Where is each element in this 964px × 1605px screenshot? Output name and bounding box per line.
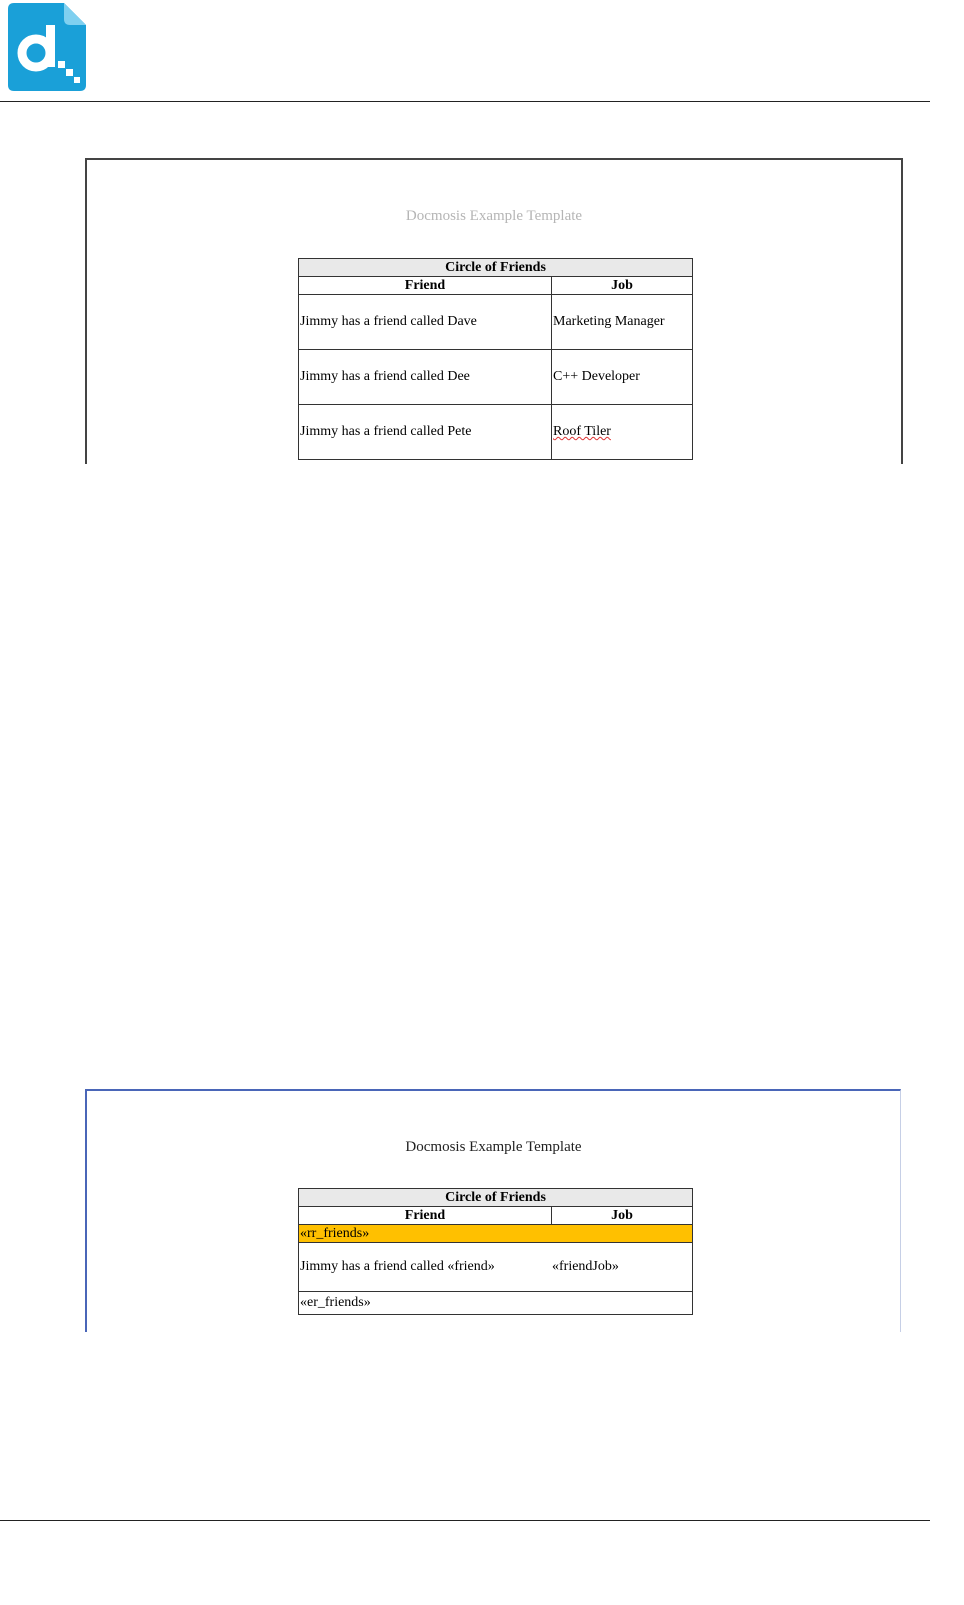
table-row	[299, 405, 693, 460]
column-header-job: Job	[552, 277, 693, 295]
job-cell: Marketing Manager	[552, 295, 693, 350]
friend-cell: Jimmy has a friend called Pete	[299, 405, 552, 460]
job-merge-field: «friendJob»	[552, 1259, 619, 1274]
table-row	[299, 350, 693, 405]
job-cell: C++ Developer	[552, 350, 693, 405]
job-cell-text: Roof Tiler	[553, 424, 611, 439]
output-document-screenshot	[85, 158, 903, 464]
column-header-friend: Friend	[299, 1207, 552, 1225]
job-cell	[552, 405, 693, 460]
template-document-screenshot	[85, 1089, 901, 1332]
docmosis-logo-icon	[8, 3, 86, 91]
repeat-start-field: «rr_friends»	[299, 1225, 693, 1243]
friend-cell: Jimmy has a friend called Dave	[299, 295, 552, 350]
friend-cell: Jimmy has a friend called Dee	[299, 350, 552, 405]
repeat-end-field: «er_friends»	[299, 1292, 693, 1315]
friends-table	[298, 258, 693, 460]
column-header-friend: Friend	[299, 277, 552, 295]
table-caption: Circle of Friends	[299, 259, 693, 277]
friend-merge-field: Jimmy has a friend called «friend»	[300, 1259, 495, 1274]
merge-fields-row	[299, 1243, 693, 1292]
table-row	[299, 295, 693, 350]
doc-title: Docmosis Example Template	[405, 1139, 582, 1155]
column-header-job: Job	[552, 1207, 693, 1225]
template-friends-table	[298, 1188, 693, 1315]
footer-rule	[0, 1520, 930, 1521]
header-rule	[0, 101, 930, 102]
table-caption: Circle of Friends	[299, 1189, 693, 1207]
doc-title: Docmosis Example Template	[405, 208, 583, 224]
